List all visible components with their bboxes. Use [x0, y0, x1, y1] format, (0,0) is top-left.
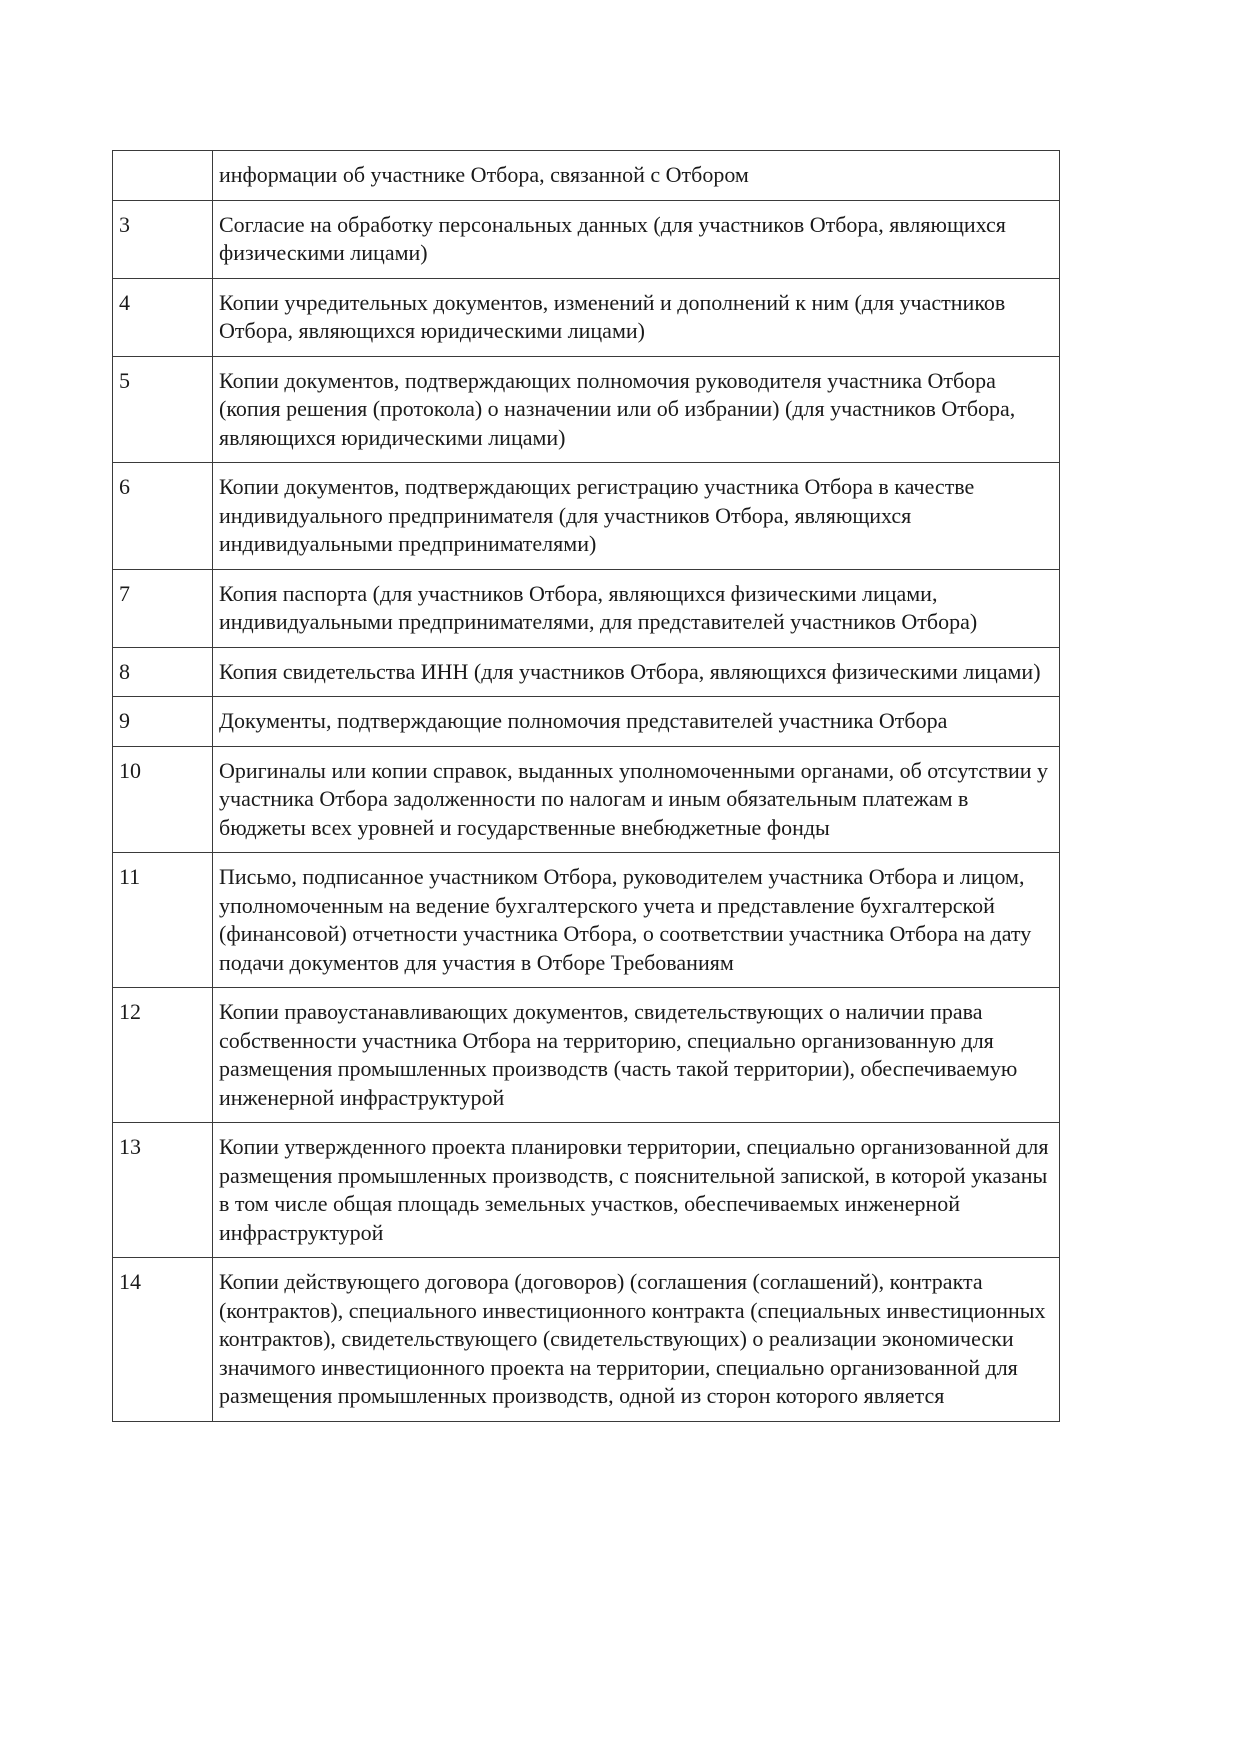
row-number	[113, 151, 213, 201]
table-row	[113, 463, 1060, 570]
row-text: Согласие на обработку персональных данных (для участников Отбора, являющихся физическими лицами)	[213, 200, 1060, 278]
table-row	[113, 278, 1060, 356]
row-text: Копии правоустанавливающих документов, свидетельствующих о наличии права собственности участника Отбора на территорию, специально организованную для размещения промышленных производств (часть такой территории), обеспечиваемую инженерной инфраструктурой	[213, 988, 1060, 1123]
table-row	[113, 853, 1060, 988]
row-text: Копии действующего договора (договоров) (соглашения (соглашений), контракта (контрактов), специального инвестиционного контракта (специальных инвестиционных контрактов), свидетельствующего (свидетельствующих) о реализации экономически значимого инвестиционного проекта на территории, специально организованной для размещения промышленных производств, одной из сторон которого является	[213, 1258, 1060, 1422]
row-number: 7	[113, 569, 213, 647]
row-number: 5	[113, 356, 213, 463]
row-text: Копия свидетельства ИНН (для участников Отбора, являющихся физическими лицами)	[213, 647, 1060, 697]
row-text: Оригиналы или копии справок, выданных уполномоченными органами, об отсутствии у участника Отбора задолженности по налогам и иным обязательным платежам в бюджеты всех уровней и государственные внебюджетные фонды	[213, 746, 1060, 853]
row-number: 13	[113, 1123, 213, 1258]
table-row	[113, 988, 1060, 1123]
table-row	[113, 200, 1060, 278]
row-number: 11	[113, 853, 213, 988]
row-text: Документы, подтверждающие полномочия представителей участника Отбора	[213, 697, 1060, 747]
documents-table	[112, 150, 1060, 1422]
row-text: Копии утвержденного проекта планировки территории, специально организованной для размещения промышленных производств, с пояснительной запиской, в которой указаны в том числе общая площадь земельных участков, обеспечиваемых инженерной инфраструктурой	[213, 1123, 1060, 1258]
row-number: 3	[113, 200, 213, 278]
row-text: Копии документов, подтверждающих полномочия руководителя участника Отбора (копия решения (протокола) о назначении или об избрании) (для участников Отбора, являющихся юридическими лицами)	[213, 356, 1060, 463]
row-number: 9	[113, 697, 213, 747]
table-row	[113, 569, 1060, 647]
table-row	[113, 746, 1060, 853]
table-row	[113, 647, 1060, 697]
table-row	[113, 356, 1060, 463]
table-row	[113, 1258, 1060, 1422]
table-row	[113, 1123, 1060, 1258]
table-row	[113, 151, 1060, 201]
row-text: Копии учредительных документов, изменений и дополнений к ним (для участников Отбора, являющихся юридическими лицами)	[213, 278, 1060, 356]
row-text: Письмо, подписанное участником Отбора, руководителем участника Отбора и лицом, уполномоченным на ведение бухгалтерского учета и представление бухгалтерской (финансовой) отчетности участника Отбора, о соответствии участника Отбора на дату подачи документов для участия в Отборе Требованиям	[213, 853, 1060, 988]
row-number: 10	[113, 746, 213, 853]
row-text: Копия паспорта (для участников Отбора, являющихся физическими лицами, индивидуальными предпринимателями, для представителей участников Отбора)	[213, 569, 1060, 647]
row-text: информации об участнике Отбора, связанной с Отбором	[213, 151, 1060, 201]
row-number: 6	[113, 463, 213, 570]
row-number: 8	[113, 647, 213, 697]
row-number: 12	[113, 988, 213, 1123]
row-text: Копии документов, подтверждающих регистрацию участника Отбора в качестве индивидуального предпринимателя (для участников Отбора, являющихся индивидуальными предпринимателями)	[213, 463, 1060, 570]
table-row	[113, 697, 1060, 747]
row-number: 14	[113, 1258, 213, 1422]
row-number: 4	[113, 278, 213, 356]
